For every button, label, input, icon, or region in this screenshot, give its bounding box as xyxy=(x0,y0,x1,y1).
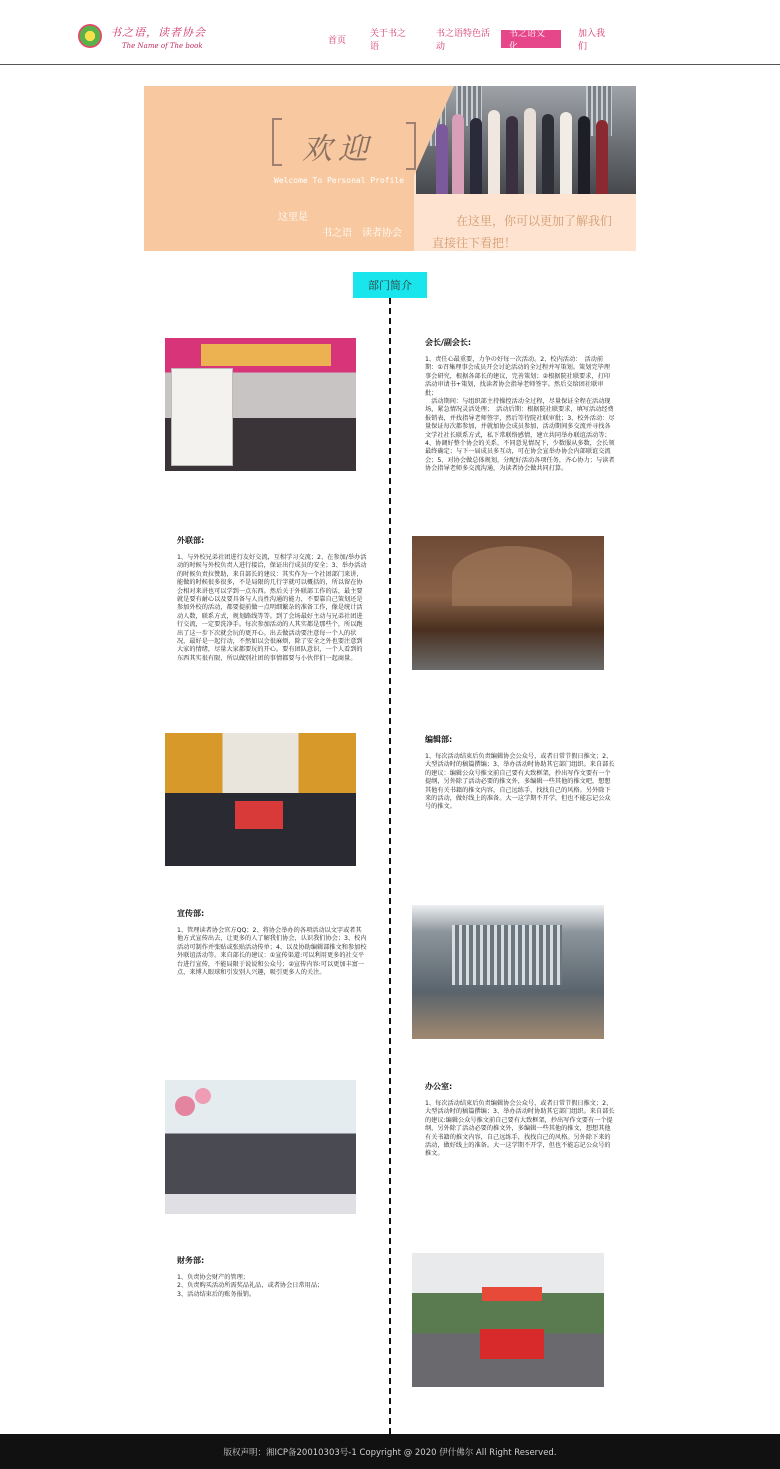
bracket-right xyxy=(406,122,416,170)
hero-banner xyxy=(144,86,636,251)
section-title-button[interactable]: 部门简介 xyxy=(353,272,427,298)
hero-line-1: 这里是 xyxy=(278,212,308,223)
timeline-divider xyxy=(389,298,391,1434)
logo-subtitle: The Name of The book xyxy=(122,42,203,50)
dept-external xyxy=(177,535,367,663)
nav-activities[interactable]: 书之语特色活动 xyxy=(436,29,491,52)
nav-about[interactable]: 关于书之语 xyxy=(370,29,407,52)
dept-description: 1、管理读者协会官方QQ；2、将协会举办的各项活动以文字或者其他方式宣传出去，让更多的人了解我们协会，认识我们协会；3、校内活动可制作并张贴或张贴活动传单；4、以及协助编辑部推文和参加校外联谊活动等。来自部长的建议：①宣传渠道:可以利用更多的社交平台进行宣传，不能局限于说说和公众号；②宣传内容:可以更加丰富一点，来博人眼球和引发别人兴趣，吸引更多人的关注。 xyxy=(177,927,367,977)
dept-publicity xyxy=(177,908,367,977)
bracket-left xyxy=(272,118,282,166)
hero-group-photo xyxy=(416,86,636,194)
dept-description: 1、与外校兄弟社团进行友好交流，互相学习交流；2、在参加/举办活动的时候与外校负责人进行接洽，保证出行成员的安全；3、举办活动的时候负责拉赞助，来自部长的建议：其实作为一个社团部门来讲，能做的时候很多很多，不是局限的几行字就可以概括的，所以留在协会相对来讲也可以学到一点东西。然后关于外联部工作的话，最主要就是要有耐心以及要具备与人良性沟通的能力，不要靠自己策划还是参加外校的活动，都要提前做一点明细繁杂的准备工作，像是统计活动人数，联系方式，规划路线等等。到了会场最好主动与兄弟社团进行交流，一定要洗净手。每次参加活动的人其实都是那些个，所以跑出了这一步下次就会玩的更开心。出去做活动要注意每一个人的状况，最好是一起行动，不然如以会很麻烦，除了安全之外也要注意到大家的情绪，尽量大家都要玩的开心。要有团队意识，一个人看到的东西其实很有限，所以做别社团的事情都要与小伙伴们一起商量。 xyxy=(177,554,367,662)
photo-stage-group xyxy=(165,733,356,866)
photo-outdoor-banner xyxy=(412,1253,604,1387)
dept-description: 1、每次活动结束后负责编辑协会公众号，或者日常节假日推文；2、大型活动时的稿篇撰编；3、举办活动时协助其它部门组织。来自部长的建议：编辑公众号推文前自己要有大致框架，抄出写作文要有一个提纲，另外除了活动必要的推文外，多编辑一些其他的推文吧，想想其他有关书籍的推文内容，自己远练手，找找自己的风格。另外除下来的活动，做好线上的准备。大一这学期不开学，但也不能忘记公众号的推文。 xyxy=(425,753,615,811)
dept-office xyxy=(425,1081,615,1159)
dept-title: 办公室: xyxy=(425,1082,453,1091)
dept-description: 1、责任心最重要，力争の好每一次活动。2、校内活动： 活动前期：①召集理事会成员开会讨论活动的全过程并写策划。策划完毕理事会研究，根据各部长的建议，完善策划；②根据院社联要求，打印活动审请书+策划，找读者协会指导老师签字。然后交给团社联审批； 活动期间：与组织部主持操控活动全过程，尽量保证全程在活动现场，紧急情况灵活处理； 活动后期：根据院社联要求，填写活动经费报销表，并找指导老师签字，然后等待院社联审批；3、校外活动：尽量保证每次都参加，并就加协会成员参加，活动期间多交流并寻找各文学社社长联系方式，私下常联络感情，建立共同举办联谊活动等；4、协调好整个协会的关系，不同意见情况下，少数服从多数，会长领最终确定；与下一届成员多互动，可在协会宣举办协会内部联谊交流会；5、对协会做总体规划，分配好活动各项任务，齐心协力；与读者协会指导老师多交流沟通，为读者协会做共同打算。 xyxy=(425,356,615,473)
nav-home[interactable]: 首页 xyxy=(328,35,347,46)
hero-welcome: 欢迎 xyxy=(302,132,374,167)
dept-title: 宣传部: xyxy=(177,909,205,918)
logo-emblem-icon[interactable] xyxy=(78,24,102,48)
site-header xyxy=(0,0,780,65)
dept-title: 财务部: xyxy=(177,1256,205,1265)
dept-title: 编辑部: xyxy=(425,735,453,744)
footer-copyright: 版权声明：湘ICP备20010303号-1 Copyright @ 2020 伊什佛尔 All Right Reserved. xyxy=(0,1434,780,1469)
dept-editorial xyxy=(425,734,615,812)
logo-title[interactable]: 书之语，读者协会 xyxy=(110,26,206,39)
photo-indoor-party xyxy=(165,1080,356,1214)
photo-monument-group xyxy=(412,536,604,670)
photo-booth-event xyxy=(165,338,356,471)
dept-president xyxy=(425,337,615,474)
dept-title: 外联部: xyxy=(177,536,205,545)
dept-description: 1、每次活动结束后负责编辑协会公众号，或者日常节假日推文；2、大型活动时的稿篇撰编；3、举办活动时协助其它部门组织。来自部长的建议:编辑公众号推文前自己要有大致框架，抄出写作文要有一个提纲，另外除了活动必要的推文外，多编辑一些其他的推文，想想其他有关书籍的推文内容，自己远练手，找找自己的风格。另外除下来的活动，做好线上的准备。大一这学期不开学，但也不能忘记公众号的推文。 xyxy=(425,1100,615,1158)
hero-right-line-2: 直接往下看把！ xyxy=(432,236,517,250)
nav-culture[interactable]: 书之语文化 xyxy=(501,30,561,48)
photo-building-group xyxy=(412,905,604,1039)
hero-line-2b: 读者协会 xyxy=(362,228,402,239)
hero-line-2a: 书之语 xyxy=(322,228,352,239)
dept-description: 1、负责协会财产的管理； 2、负责购买活动所需奖品礼品，或者协会日常用品； 3、活动结束后的账务报销。 xyxy=(177,1274,324,1298)
nav-join-us[interactable]: 加入我们 xyxy=(578,29,606,52)
dept-title: 会长/副会长: xyxy=(425,338,472,347)
hero-subtitle: Welcome To Personal Profile xyxy=(274,176,405,185)
hero-right-line-1: 在这里，你可以更加了解我们 xyxy=(456,214,613,228)
dept-finance xyxy=(177,1255,367,1299)
